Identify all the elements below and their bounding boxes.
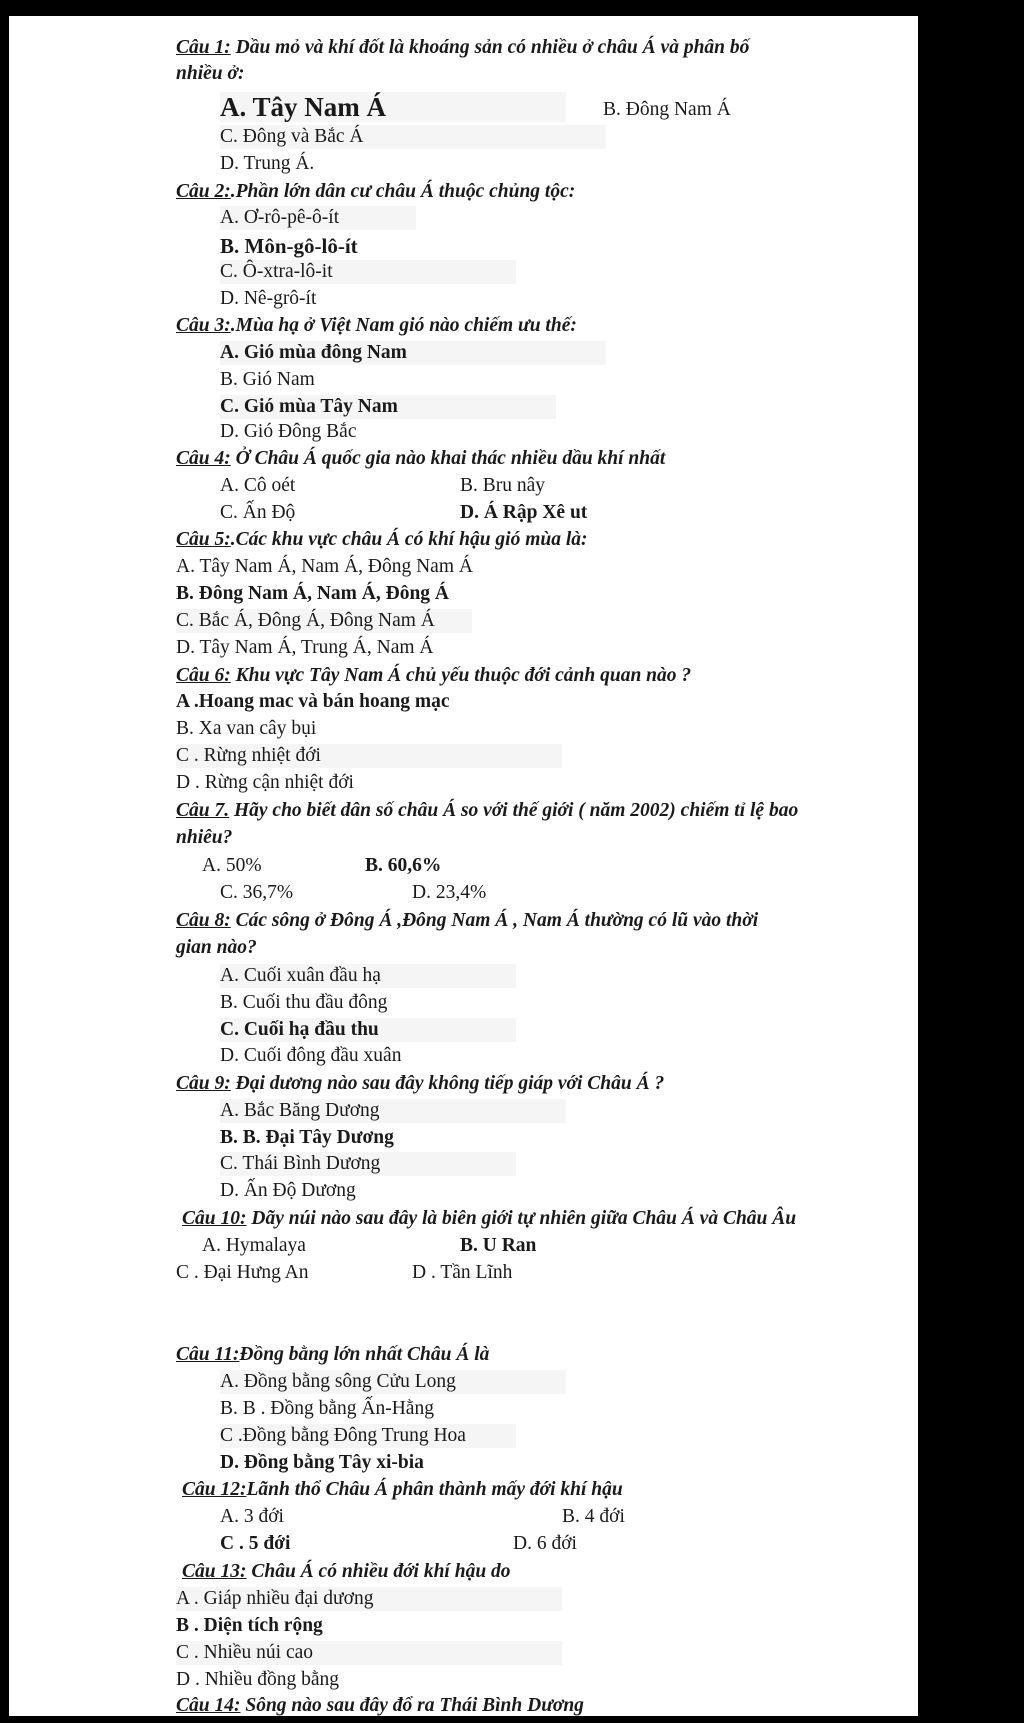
option-5a: A. Tây Nam Á, Nam Á, Đông Nam Á <box>176 556 473 577</box>
option-6a: A .Hoang mac và bán hoang mạc <box>176 691 450 712</box>
option-2b: B. Môn-gô-lô-ít <box>220 234 358 258</box>
option-2c: C. Ô-xtra-lô-it <box>220 260 516 284</box>
option-13b: B . Diện tích rộng <box>176 1615 323 1636</box>
question-7: Câu 7. Hãy cho biết dân số châu Á so với thế giới ( năm 2002) chiếm tỉ lệ bao <box>176 800 799 821</box>
option-4c: C. Ấn Độ <box>220 502 296 523</box>
option-7a: A. 50% <box>202 855 262 876</box>
question-10: Câu 10: Dãy núi nào sau đây là biên giới tự nhiên giữa Châu Á và Châu Âu <box>182 1208 797 1229</box>
option-10a: A. Hymalaya <box>202 1235 306 1256</box>
question-8: Câu 8: Các sông ở Đông Á ,Đông Nam Á , Nam Á thường có lũ vào thời <box>176 910 759 931</box>
question-13: Câu 13: Châu Á có nhiều đới khí hậu do <box>182 1561 511 1582</box>
option-12b: B. 4 đới <box>562 1506 625 1527</box>
question-14: Câu 14: Sông nào sau đây đổ ra Thái Bình Dương <box>176 1695 584 1716</box>
question-3: Câu 3:.Mùa hạ ở Việt Nam gió nào chiếm ưu thế: <box>176 315 577 336</box>
option-12d: D. 6 đới <box>513 1533 577 1554</box>
option-8b: B. Cuối thu đầu đông <box>220 992 388 1013</box>
option-13d: D . Nhiều đồng bằng <box>176 1669 340 1690</box>
question-11: Câu 11:Đồng bằng lớn nhất Châu Á là <box>176 1344 490 1365</box>
option-9c: C. Thái Bình Dương <box>220 1152 516 1176</box>
option-11d: D. Đồng bằng Tây xi-bia <box>220 1452 424 1473</box>
question-8-cont: gian nào? <box>176 937 257 958</box>
option-3b: B. Gió Nam <box>220 369 315 390</box>
option-1c: C. Đông và Bắc Á <box>220 125 606 149</box>
status-bar <box>0 0 1024 16</box>
option-3d: D. Gió Đông Bắc <box>220 421 357 442</box>
option-7c: C. 36,7% <box>220 882 294 903</box>
option-8d: D. Cuối đông đầu xuân <box>220 1045 402 1066</box>
document-page <box>9 16 918 1716</box>
option-13a: A . Giáp nhiều đại dương <box>176 1587 562 1611</box>
option-2d: D. Nê-grô-ít <box>220 288 317 309</box>
option-5b: B. Đông Nam Á, Nam Á, Đông Á <box>176 583 450 604</box>
option-8a: A. Cuối xuân đầu hạ <box>220 964 516 988</box>
option-4d: D. Á Rập Xê ut <box>460 502 588 523</box>
option-2a: A. Ơ-rô-pê-ô-ít <box>220 206 416 230</box>
option-7d: D. 23,4% <box>412 882 487 903</box>
option-5c: C. Bắc Á, Đông Á, Đông Nam Á <box>176 609 472 633</box>
question-4: Câu 4: Ở Châu Á quốc gia nào khai thác nhiều dầu khí nhất <box>176 448 666 469</box>
question-6: Câu 6: Khu vực Tây Nam Á chủ yếu thuộc đới cảnh quan nào ? <box>176 665 692 686</box>
option-10b: B. U Ran <box>460 1235 537 1256</box>
option-11c: C .Đồng bằng Đông Trung Hoa <box>220 1424 516 1448</box>
option-6d: D . Rừng cận nhiệt đới <box>176 772 354 793</box>
option-10c: C . Đại Hưng An <box>176 1262 309 1283</box>
option-5d: D. Tây Nam Á, Trung Á, Nam Á <box>176 637 434 658</box>
option-7b: B. 60,6% <box>365 855 442 876</box>
question-1: Câu 1: Dầu mỏ và khí đốt là khoáng sản có nhiều ở châu Á và phân bố <box>176 37 750 58</box>
question-12: Câu 12:Lãnh thổ Châu Á phân thành mấy đới khí hậu <box>182 1479 623 1500</box>
option-11b: B. B . Đồng bằng Ấn-Hằng <box>220 1398 434 1419</box>
question-2: Câu 2:.Phần lớn dân cư châu Á thuộc chủng tộc: <box>176 181 576 202</box>
option-9b: B. B. Đại Tây Dương <box>220 1127 394 1148</box>
question-5: Câu 5:.Các khu vực châu Á có khí hậu gió mùa là: <box>176 529 588 550</box>
option-4a: A. Cô oét <box>220 475 296 496</box>
option-1b: B. Đông Nam Á <box>603 99 731 120</box>
option-10d: D . Tần Lĩnh <box>412 1262 513 1283</box>
option-12c: C . 5 đới <box>220 1533 291 1554</box>
option-4b: B. Bru nây <box>460 475 546 496</box>
option-9a: A. Bắc Băng Dương <box>220 1099 566 1123</box>
option-13c: C . Nhiều núi cao <box>176 1641 562 1665</box>
option-1d: D. Trung Á. <box>220 153 315 174</box>
option-12a: A. 3 đới <box>220 1506 284 1527</box>
option-9d: D. Ấn Độ Dương <box>220 1180 356 1201</box>
option-1a: A. Tây Nam Á <box>220 92 566 122</box>
option-8c: C. Cuối hạ đầu thu <box>220 1018 516 1042</box>
option-3a: A. Gió mùa đông Nam <box>220 341 606 365</box>
question-7-cont: nhiêu? <box>176 827 233 848</box>
option-6c: C . Rừng nhiệt đới <box>176 744 562 768</box>
question-9: Câu 9: Đại dương nào sau đây không tiếp giáp với Châu Á ? <box>176 1073 665 1094</box>
option-3c: C. Gió mùa Tây Nam <box>220 395 556 419</box>
option-6b: B. Xa van cây bụi <box>176 718 317 739</box>
option-11a: A. Đồng bằng sông Cửu Long <box>220 1370 566 1394</box>
question-1-cont: nhiều ở: <box>176 63 245 84</box>
